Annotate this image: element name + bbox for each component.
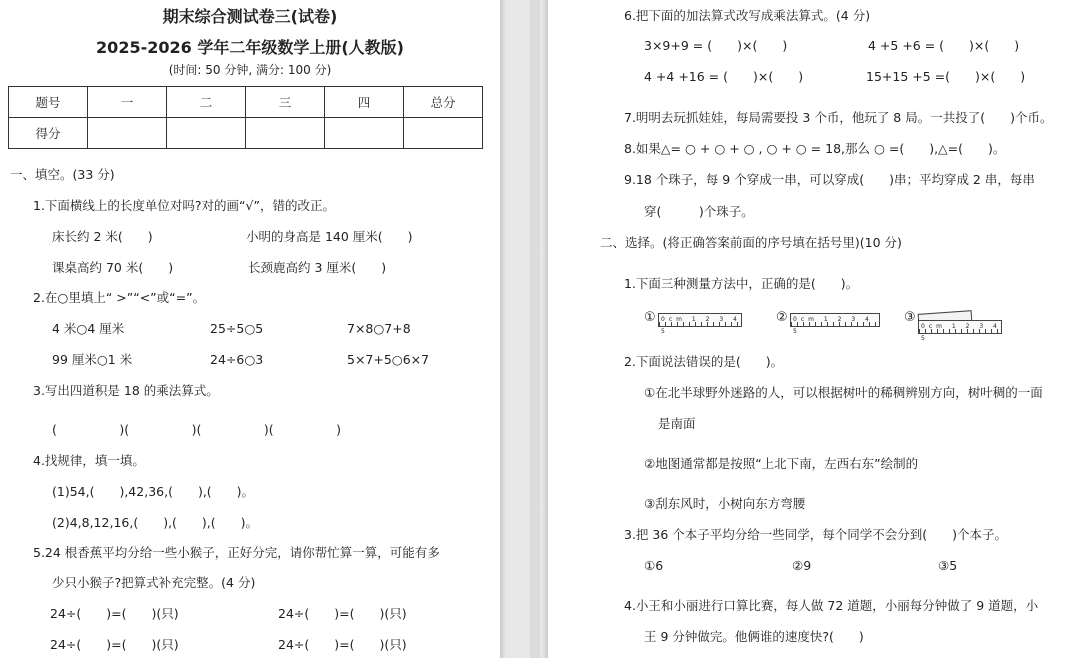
ruler-image: 0cm 1 2 3 4 5 (918, 320, 1002, 334)
q1-item: 小明的身高是 140 厘米( ) (246, 229, 413, 244)
choice-3: 3.把 36 个本子平均分给一些同学，每个同学不会分到( )个本子。 (624, 527, 1008, 542)
q2-item: 25÷5○5 (210, 321, 264, 336)
q4-item: (1)54,( ),42,36,( ),( )。 (52, 484, 255, 499)
score-table (8, 86, 483, 149)
score-cell (88, 118, 167, 149)
right-page (548, 0, 1080, 658)
choice-2: 2.下面说法错误的是( )。 (624, 354, 784, 369)
choice-2-option: ②地图通常都是按照“上北下南，左西右东”绘制的 (644, 456, 919, 471)
question-3: 3.写出四道积是 18 的乘法算式。 (33, 383, 219, 398)
q3-blanks: ( )( )( )( ) (52, 422, 342, 437)
question-5: 5.24 根香蕉平均分给一些小猴子，正好分完，请你帮忙算一算，可能有多 (33, 545, 440, 560)
question-9: 9.18 个珠子，每 9 个穿成一串，可以穿成( )串；平均穿成 2 串，每串 (624, 172, 1035, 187)
gutter-shadow (500, 0, 506, 658)
q2-item: 99 厘米○1 米 (52, 352, 133, 367)
question-7: 7.明明去玩抓娃娃，每局需要投 3 个币，他玩了 8 局。一共投了( )个币。 (624, 110, 1053, 125)
q1-item: 长颈鹿高约 3 厘米( ) (248, 260, 387, 275)
q5-item: 24÷( )=( )(只) (50, 637, 179, 652)
choice-4: 4.小王和小丽进行口算比赛，每人做 72 道题，小丽每分钟做了 9 道题，小 (624, 598, 1039, 613)
choice-3-option: ①6 (644, 558, 664, 573)
question-5-cont: 少只小猴子?把算式补充完整。(4 分) (52, 575, 256, 590)
section-choice: 二、选择。(将正确答案前面的序号填在括号里)(10 分) (600, 235, 902, 250)
score-value-row (9, 118, 483, 149)
option-label: ① (644, 310, 656, 325)
q4-item: (2)4,8,12,16,( ),( ),( )。 (52, 515, 259, 530)
q5-item: 24÷( )=( )(只) (278, 637, 407, 652)
q6-item: 4 +5 +6 = ( )×( ) (868, 38, 1020, 53)
page-gutter (500, 0, 548, 658)
choice-1: 1.下面三种测量方法中，正确的是( )。 (624, 276, 859, 291)
score-header-cell: 三 (246, 87, 325, 118)
question-2: 2.在○里填上“ >”“<”或“=”。 (33, 290, 206, 305)
ruler-image: 0cm 1 2 3 4 5 (658, 313, 742, 327)
question-9-cont: 穿( )个珠子。 (644, 204, 754, 219)
q2-item: 5×7+5○6×7 (347, 352, 430, 367)
score-header-row (9, 87, 483, 118)
choice-2-option-cont: 是南面 (658, 416, 696, 431)
choice-2-option: ①在北半球野外迷路的人，可以根据树叶的稀稠辨别方向，树叶稠的一面 (644, 385, 1043, 400)
option-label: ② (776, 310, 788, 325)
q5-item: 24÷( )=( )(只) (278, 606, 407, 621)
left-page (0, 0, 500, 658)
ruler-image: 0cm 1 2 3 4 5 (790, 313, 880, 327)
choice-2-option: ③刮东风时，小树向东方弯腰 (644, 496, 806, 511)
score-cell (404, 118, 483, 149)
q6-item: 15+15 +5 =( )×( ) (866, 69, 1026, 84)
time-info: (时间: 50 分钟, 满分: 100 分) (168, 63, 332, 77)
question-1: 1.下面横线上的长度单位对吗?对的画“√”，错的改正。 (33, 198, 335, 213)
q5-item: 24÷( )=( )(只) (50, 606, 179, 621)
score-header-cell: 题号 (9, 87, 88, 118)
q1-item: 床长约 2 米( ) (52, 229, 153, 244)
q6-item: 3×9+9 = ( )×( ) (644, 38, 788, 53)
q2-item: 4 米○4 厘米 (52, 321, 125, 336)
option-label: ③ (904, 310, 916, 325)
choice-4-cont: 王 9 分钟做完。他俩谁的速度快?( ) (644, 629, 864, 644)
score-header-cell: 总分 (404, 87, 483, 118)
q2-item: 7×8○7+8 (347, 321, 411, 336)
q1-item: 课桌高约 70 米( ) (52, 260, 174, 275)
score-header-cell: 二 (167, 87, 246, 118)
score-header-cell: 四 (325, 87, 404, 118)
scrollbar-track[interactable] (530, 0, 540, 658)
exam-subtitle: 2025-2026 学年二年级数学上册(人教版) (96, 38, 404, 57)
question-4: 4.找规律，填一填。 (33, 453, 145, 468)
choice-3-option: ③5 (938, 558, 958, 573)
score-row-label: 得分 (9, 118, 88, 149)
score-cell (167, 118, 246, 149)
section-fill-in: 一、填空。(33 分) (10, 167, 115, 182)
q6-item: 4 +4 +16 = ( )×( ) (644, 69, 804, 84)
question-6: 6.把下面的加法算式改写成乘法算式。(4 分) (624, 8, 871, 23)
exam-title: 期末综合测试卷三(试卷) (162, 7, 338, 26)
score-cell (325, 118, 404, 149)
q2-item: 24÷6○3 (210, 352, 264, 367)
score-header-cell: 一 (88, 87, 167, 118)
score-cell (246, 118, 325, 149)
choice-3-option: ②9 (792, 558, 812, 573)
question-8: 8.如果△= ○ + ○ + ○ , ○ + ○ = 18,那么 ○ =( ),△=( )。 (624, 141, 1006, 156)
